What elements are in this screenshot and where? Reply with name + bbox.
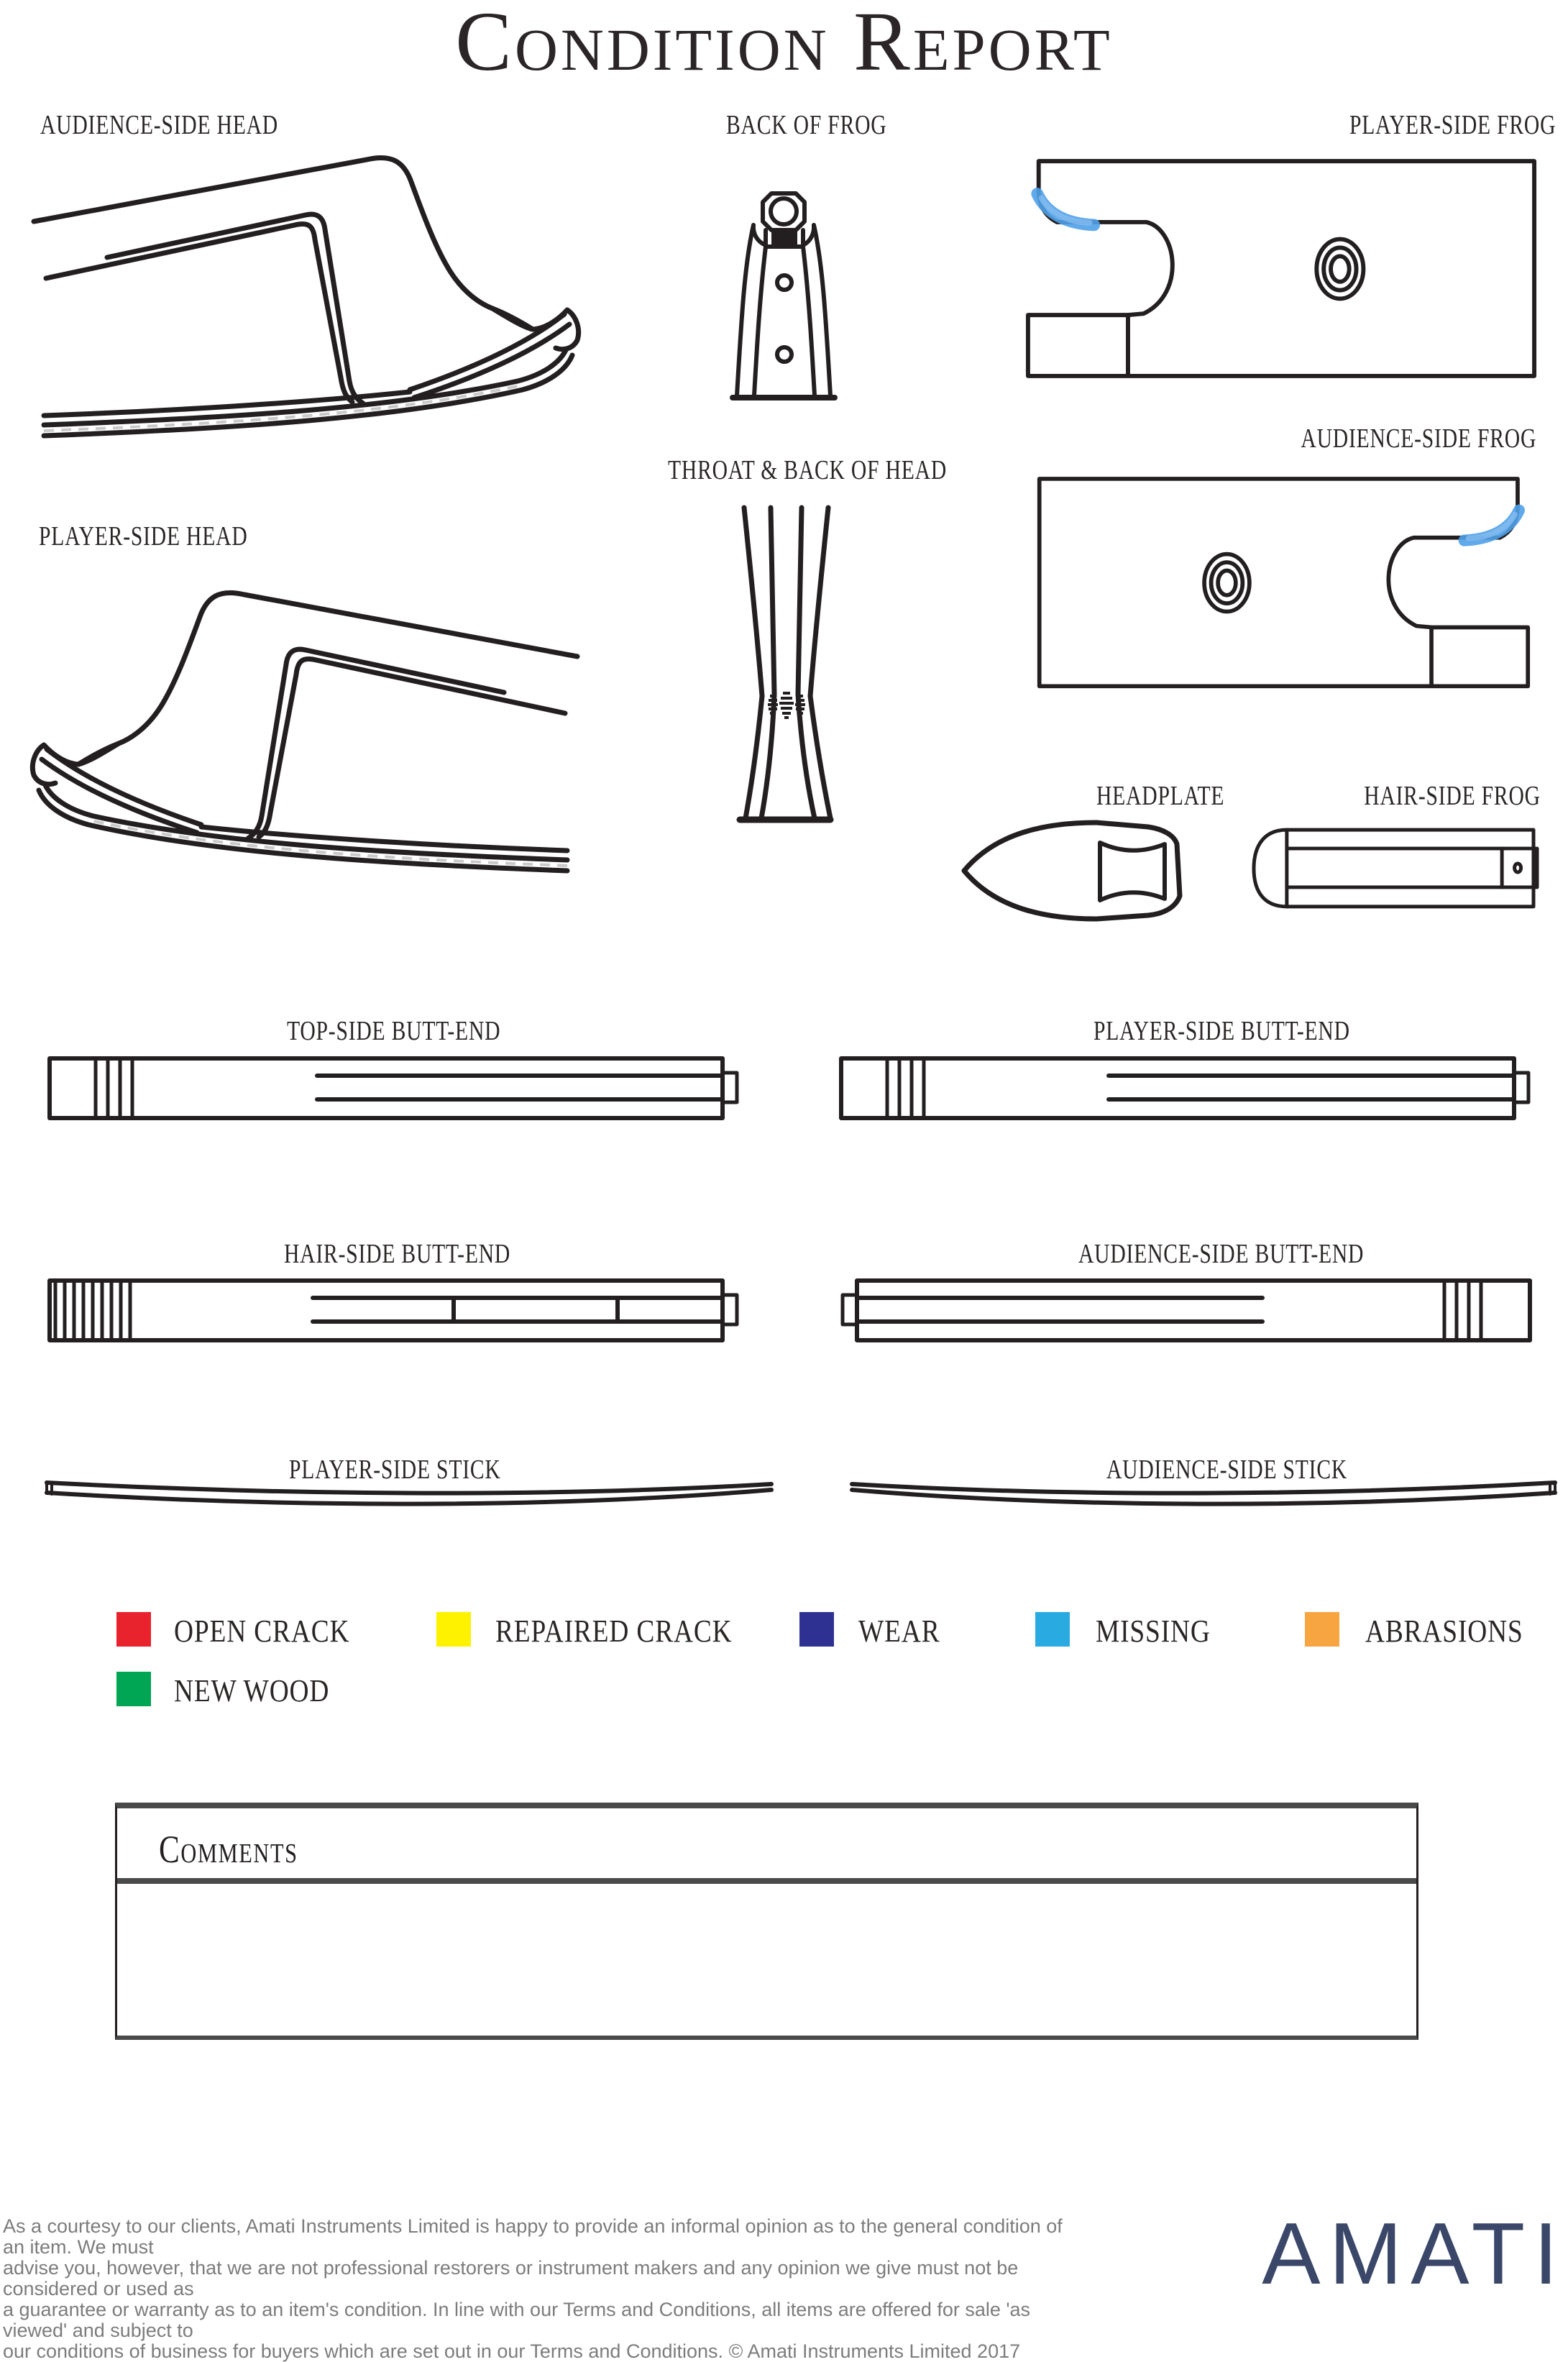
label-audience-side-frog: AUDIENCE-SIDE FROG xyxy=(1301,424,1536,454)
label-hair-side-butt-end: HAIR-SIDE BUTT-END xyxy=(284,1239,511,1269)
ferrule-fill xyxy=(771,232,797,247)
footer-line: As a courtesy to our clients, Amati Instruments Limited is happy to provide an informal opinion as to the general condition of an item. We must xyxy=(3,2215,1063,2258)
legend-swatch-open-crack xyxy=(116,1612,151,1647)
top-side-butt-end-drawing xyxy=(45,1054,743,1122)
footer-disclaimer xyxy=(3,2216,1081,2362)
label-player-side-butt-end: PLAYER-SIDE BUTT-END xyxy=(1094,1016,1350,1046)
player-side-head-drawing xyxy=(22,575,590,884)
audience-side-frog-drawing xyxy=(1035,460,1531,708)
legend-swatch-abrasions xyxy=(1305,1612,1339,1647)
player-side-stick-drawing xyxy=(35,1478,776,1510)
legend-label-wear: WEAR xyxy=(858,1613,940,1649)
throat-back-of-head-drawing xyxy=(730,503,838,823)
comments-box xyxy=(115,1803,1418,2040)
legend-label-new-wood: NEW WOOD xyxy=(174,1673,330,1708)
comments-input-area[interactable] xyxy=(117,1884,1416,2036)
comments-header xyxy=(117,1808,1416,1884)
legend-label-missing: MISSING xyxy=(1096,1613,1211,1649)
label-player-side-head: PLAYER-SIDE HEAD xyxy=(39,521,248,551)
legend-swatch-new-wood xyxy=(116,1672,151,1706)
comments-heading: Comments xyxy=(159,1828,298,1871)
hair-side-butt-end-drawing xyxy=(45,1276,743,1345)
label-throat-back-of-head: THROAT & BACK OF HEAD xyxy=(668,455,948,485)
label-back-of-frog: BACK OF FROG xyxy=(726,110,887,140)
footer-line: advise you, however, that we are not professional restorers or instrument makers and any opinion we give must not be considered or used as xyxy=(3,2257,1019,2299)
amati-logo: AMATI xyxy=(1262,2205,1567,2302)
audience-side-butt-end-drawing xyxy=(837,1276,1534,1345)
label-player-side-stick: PLAYER-SIDE STICK xyxy=(289,1455,501,1485)
legend-swatch-wear xyxy=(799,1612,834,1647)
headplate-drawing xyxy=(960,817,1201,925)
label-audience-side-butt-end: AUDIENCE-SIDE BUTT-END xyxy=(1078,1239,1365,1269)
label-player-side-frog: PLAYER-SIDE FROG xyxy=(1349,110,1556,140)
player-side-butt-end-drawing xyxy=(837,1054,1534,1122)
legend-label-open-crack: OPEN CRACK xyxy=(174,1613,350,1649)
label-hair-side-frog: HAIR-SIDE FROG xyxy=(1364,781,1541,811)
legend-label-abrasions: ABRASIONS xyxy=(1365,1613,1523,1649)
missing-mark xyxy=(1464,511,1519,541)
page-title: Condition Report xyxy=(455,0,1113,88)
label-headplate: HEADPLATE xyxy=(1096,781,1225,811)
audience-side-head-drawing xyxy=(22,140,590,449)
hair-side-frog-drawing xyxy=(1250,827,1540,910)
footer-line: our conditions of business for buyers which are set out in our Terms and Conditions. © Amati Instruments Limited 2017 xyxy=(3,2340,1021,2362)
audience-side-stick-drawing xyxy=(848,1478,1567,1510)
back-of-frog-drawing xyxy=(715,180,852,403)
label-top-side-butt-end: TOP-SIDE BUTT-END xyxy=(287,1016,501,1046)
player-side-frog-drawing xyxy=(1024,148,1539,393)
legend-label-repaired-crack: REPAIRED CRACK xyxy=(495,1613,733,1649)
waist-hatch-marks xyxy=(768,693,805,718)
legend-swatch-missing xyxy=(1035,1612,1070,1647)
footer-line: a guarantee or warranty as to an item's condition. In line with our Terms and Conditions, all items are offered for sale 'as viewed' and subject to xyxy=(3,2299,1031,2341)
label-audience-side-head: AUDIENCE-SIDE HEAD xyxy=(40,110,278,140)
missing-mark xyxy=(1037,193,1094,224)
label-audience-side-stick: AUDIENCE-SIDE STICK xyxy=(1106,1455,1348,1485)
legend-swatch-repaired-crack xyxy=(436,1612,471,1647)
